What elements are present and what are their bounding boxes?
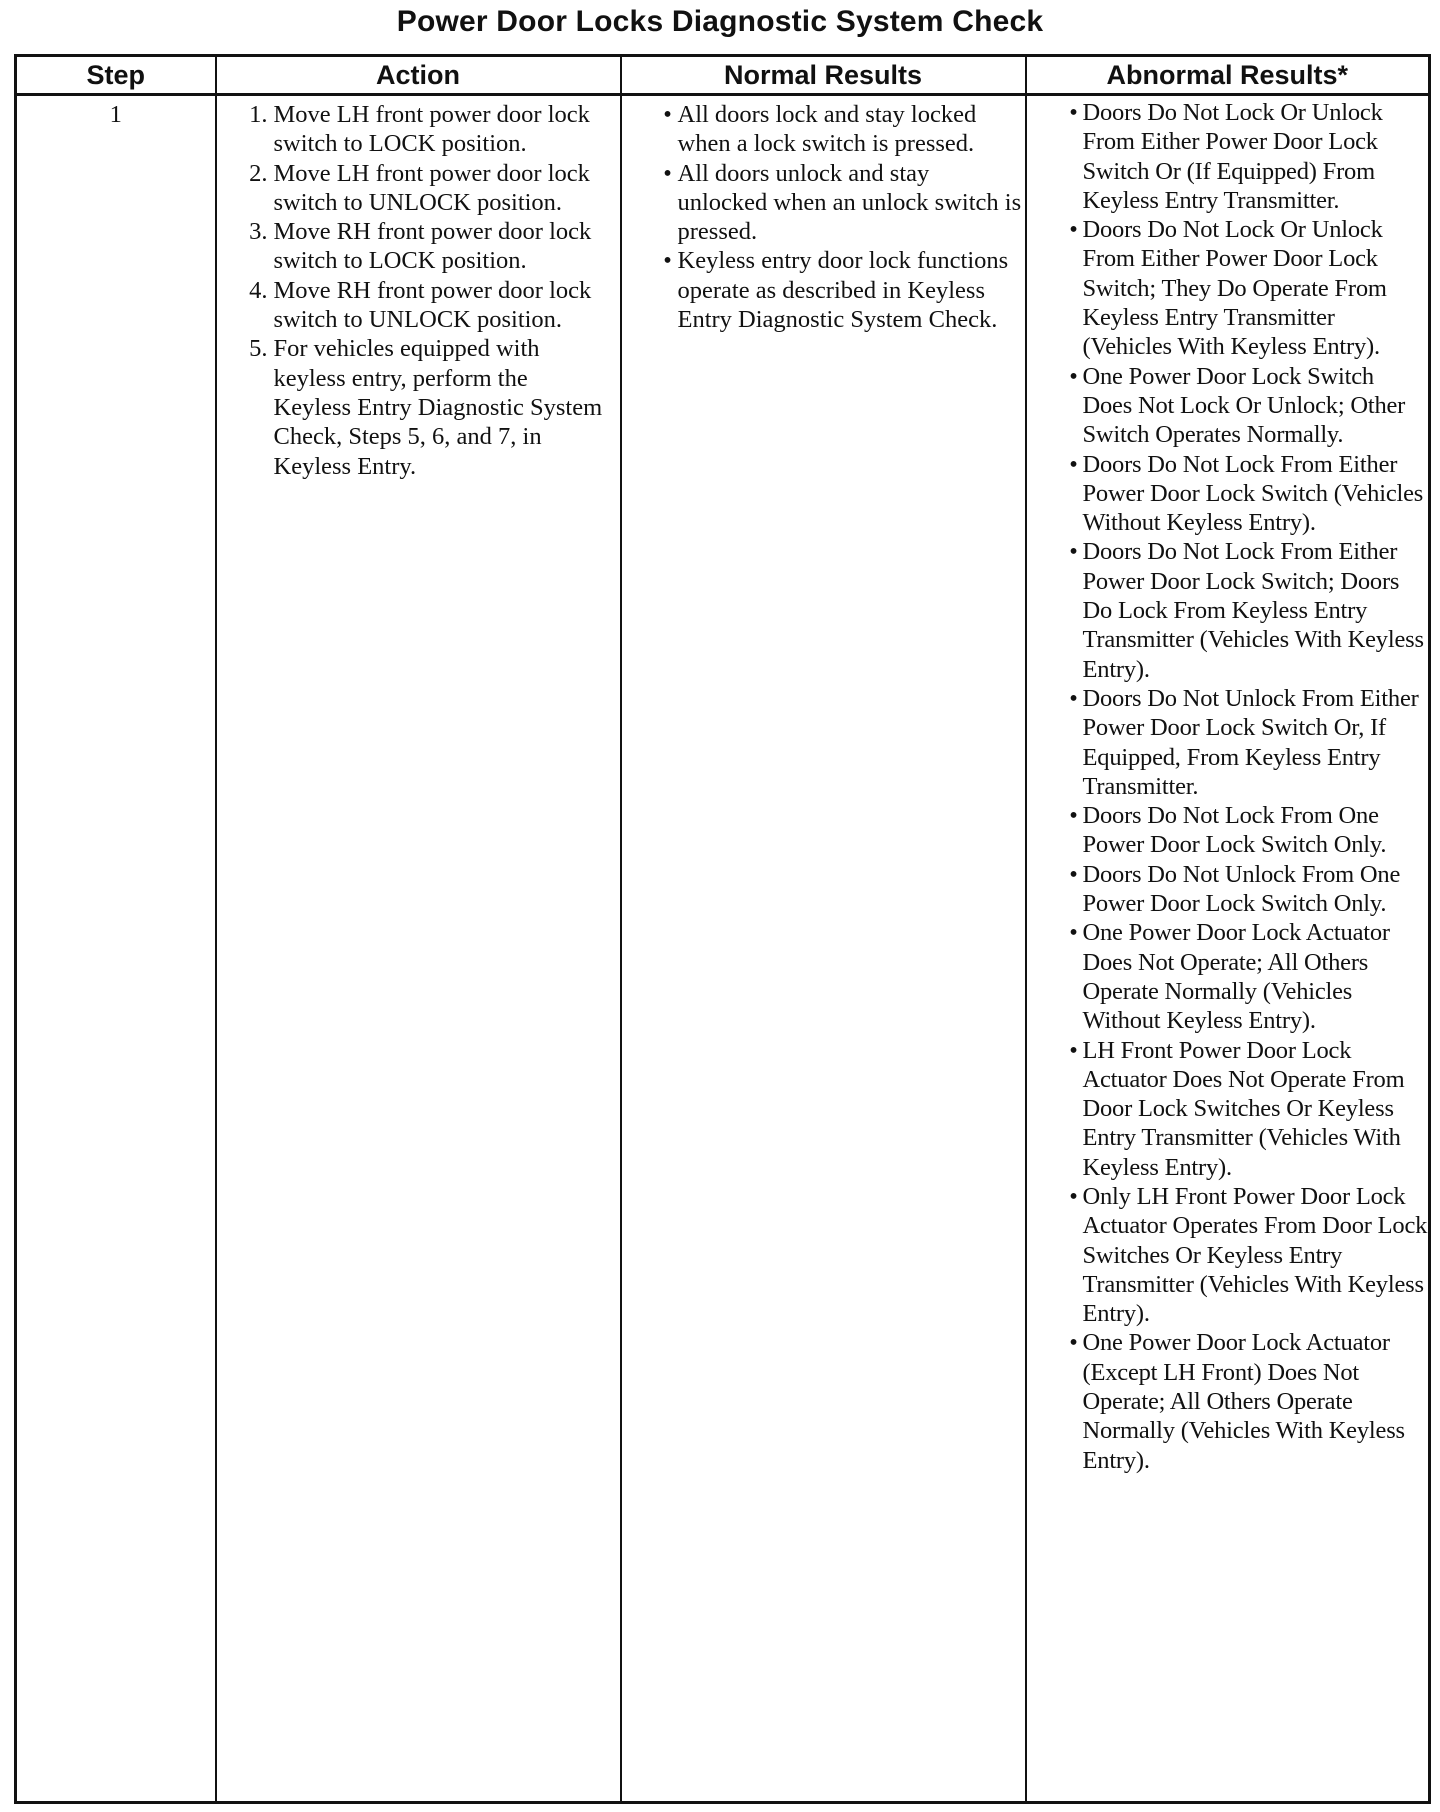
abnormal-result-item bbox=[1027, 860, 1429, 919]
action-step-text: Move RH front power door lock switch to LOCK position. bbox=[273, 218, 592, 275]
bullet-icon: • bbox=[1069, 1329, 1078, 1357]
action-step bbox=[217, 334, 604, 480]
abnormal-result-item bbox=[1027, 537, 1429, 683]
abnormal-result-item-text: Doors Do Not Lock From One Power Door Lock Switch Only. bbox=[1082, 802, 1387, 859]
action-step-text: Move RH front power door lock switch to UNLOCK position. bbox=[273, 276, 592, 334]
abnormal-result-item bbox=[1027, 801, 1429, 860]
normal-results-list bbox=[622, 100, 1025, 334]
action-step bbox=[217, 276, 604, 335]
action-list bbox=[217, 100, 620, 481]
bullet-icon: • bbox=[663, 101, 672, 128]
abnormal-result-item-text: LH Front Power Door Lock Actuator Does Not Operate From Door Lock Switches Or Keyless Entry Transmitter (Vehicles With Keyless Entry). bbox=[1082, 1036, 1405, 1181]
abnormal-result-item bbox=[1027, 684, 1429, 801]
abnormal-result-item bbox=[1027, 98, 1429, 215]
step-cell bbox=[16, 95, 216, 1803]
abnormal-result-item-text: Doors Do Not Lock Or Unlock From Either Power Door Lock Switch; They Do Operate From Keyless Entry Transmitter (Vehicles With Keyless Entry). bbox=[1082, 216, 1387, 361]
abnormal-result-item-text: One Power Door Lock Actuator Does Not Operate; All Others Operate Normally (Vehicles Without Keyless Entry). bbox=[1082, 919, 1390, 1035]
abnormal-result-item bbox=[1027, 1328, 1429, 1474]
abnormal-result-item-text: One Power Door Lock Switch Does Not Lock Or Unlock; Other Switch Operates Normally. bbox=[1082, 362, 1406, 449]
bullet-icon: • bbox=[663, 159, 672, 187]
diagnostic-table bbox=[14, 54, 1431, 1804]
action-step-number: 4. bbox=[249, 276, 268, 304]
bullet-icon: • bbox=[1069, 99, 1078, 126]
action-step-text: Move LH front power door lock switch to LOCK position. bbox=[273, 101, 590, 158]
bullet-icon: • bbox=[1069, 538, 1078, 566]
abnormal-result-item-text: One Power Door Lock Actuator (Except LH Front) Does Not Operate; All Others Operate Normally (Vehicles With Keyless Entry). bbox=[1082, 1329, 1405, 1474]
bullet-icon: • bbox=[1069, 216, 1078, 244]
bullet-icon: • bbox=[1069, 362, 1078, 390]
abnormal-result-item-text: Doors Do Not Unlock From Either Power Door Lock Switch Or, If Equipped, From Keyless Entry Transmitter. bbox=[1082, 684, 1419, 800]
normal-result-item bbox=[622, 100, 1025, 159]
action-step-number: 1. bbox=[249, 101, 268, 128]
action-step bbox=[217, 100, 604, 159]
action-step bbox=[217, 217, 604, 276]
bullet-icon: • bbox=[663, 247, 672, 275]
abnormal-result-item-text: Doors Do Not Lock Or Unlock From Either Power Door Lock Switch Or (If Equipped) From Keyless Entry Transmitter. bbox=[1082, 99, 1383, 214]
abnormal-result-item bbox=[1027, 1036, 1429, 1182]
bullet-icon: • bbox=[1069, 919, 1078, 947]
abnormal-results-cell bbox=[1026, 95, 1430, 1803]
abnormal-result-item bbox=[1027, 1182, 1429, 1328]
action-step-number: 2. bbox=[249, 159, 268, 187]
bullet-icon: • bbox=[1069, 684, 1078, 712]
abnormal-result-item bbox=[1027, 215, 1429, 361]
column-header-normal-results: Normal Results bbox=[621, 56, 1026, 95]
page-title: Power Door Locks Diagnostic System Check bbox=[396, 5, 1044, 38]
abnormal-result-item-text: Doors Do Not Unlock From One Power Door Lock Switch Only. bbox=[1082, 860, 1401, 918]
bullet-icon: • bbox=[1069, 860, 1078, 888]
column-header-step: Step bbox=[16, 56, 216, 95]
abnormal-result-item bbox=[1027, 918, 1429, 1035]
abnormal-results-list bbox=[1027, 98, 1429, 1475]
normal-results-cell bbox=[621, 95, 1026, 1803]
bullet-icon: • bbox=[1069, 802, 1078, 830]
action-step-number: 3. bbox=[249, 218, 268, 246]
bullet-icon: • bbox=[1069, 1182, 1078, 1210]
abnormal-result-item-text: Doors Do Not Lock From Either Power Door Lock Switch (Vehicles Without Keyless Entry). bbox=[1082, 450, 1424, 537]
normal-result-item-text: All doors unlock and stay unlocked when an unlock switch is pressed. bbox=[677, 159, 1022, 246]
normal-result-item-text: Keyless entry door lock functions operate as described in Keyless Entry Diagnostic System Check. bbox=[677, 247, 1009, 334]
table-header-row bbox=[16, 56, 1430, 95]
abnormal-result-item bbox=[1027, 450, 1429, 538]
step-number: 1 bbox=[109, 101, 122, 128]
column-header-abnormal-results: Abnormal Results* bbox=[1026, 56, 1430, 95]
abnormal-result-item-text: Only LH Front Power Door Lock Actuator Operates From Door Lock Switches Or Keyless Entry Transmitter (Vehicles With Keyless Entry). bbox=[1082, 1182, 1428, 1328]
action-step-text: For vehicles equipped with keyless entry, perform the Keyless Entry Diagnostic System Check, Steps 5, 6, and 7, in Keyless Entry. bbox=[273, 335, 603, 480]
normal-result-item bbox=[622, 159, 1025, 247]
action-step-number: 5. bbox=[249, 335, 268, 363]
action-cell bbox=[216, 95, 621, 1803]
column-header-action: Action bbox=[216, 56, 621, 95]
bullet-icon: • bbox=[1069, 450, 1078, 478]
action-step bbox=[217, 159, 604, 218]
table-row bbox=[16, 95, 1430, 1803]
normal-result-item bbox=[622, 246, 1025, 334]
abnormal-result-item bbox=[1027, 362, 1429, 450]
action-step-text: Move LH front power door lock switch to UNLOCK position. bbox=[273, 159, 590, 216]
abnormal-result-item-text: Doors Do Not Lock From Either Power Door Lock Switch; Doors Do Lock From Keyless Entry Transmitter (Vehicles With Keyless Entry). bbox=[1082, 538, 1424, 683]
normal-result-item-text: All doors lock and stay locked when a lock switch is pressed. bbox=[677, 101, 977, 158]
bullet-icon: • bbox=[1069, 1036, 1078, 1064]
